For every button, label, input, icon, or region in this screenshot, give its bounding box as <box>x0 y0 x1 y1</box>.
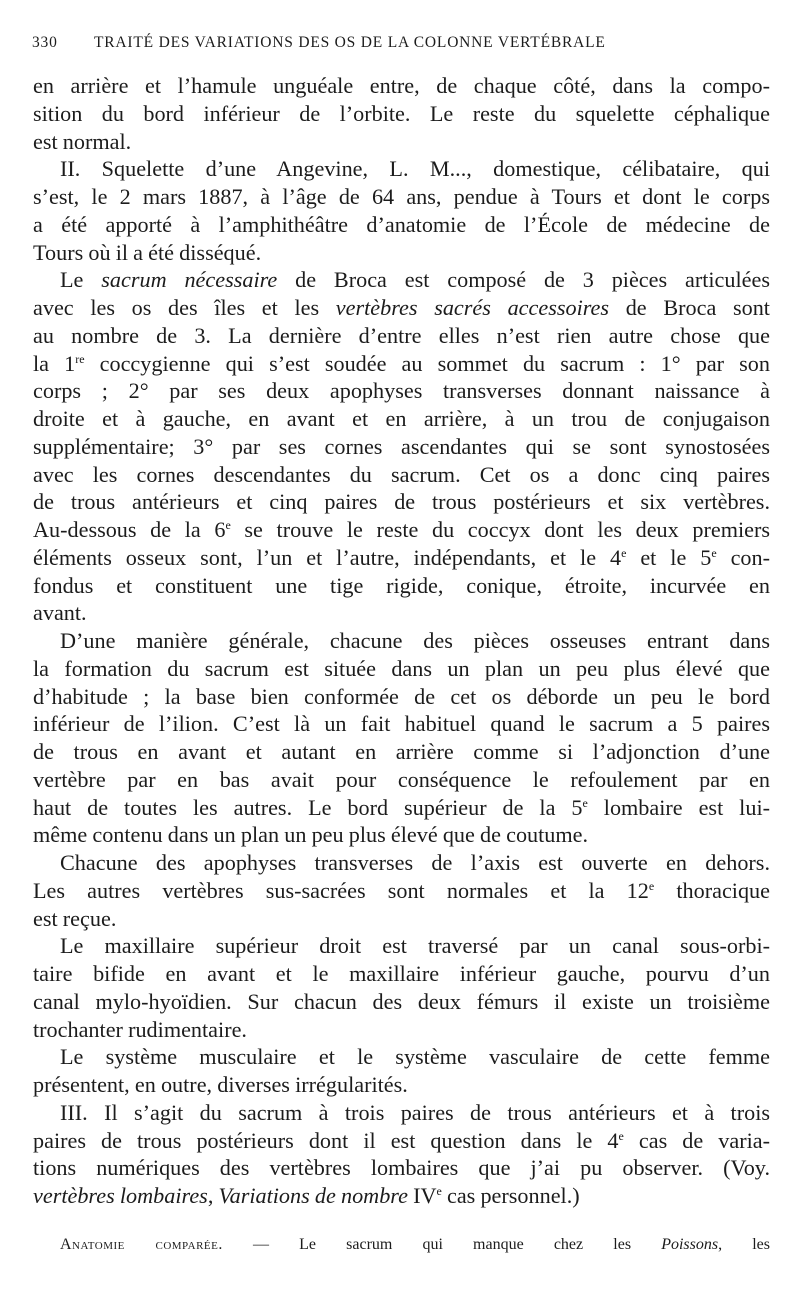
text-line: avant. <box>33 600 87 626</box>
superscript: e <box>648 878 655 893</box>
text-run: Au-dessous de la 6 <box>33 517 226 542</box>
text-line: avec les cornes descendantes du sacrum. Cet os a donc cinq paires <box>33 461 770 487</box>
text-line: taire bifide en avant et le maxillaire inférieur gauche, pourvu d’un <box>33 961 770 986</box>
italic-text: Poissons <box>661 1236 719 1253</box>
text-run: cas personnel.) <box>441 1183 580 1208</box>
text-line: tions numériques des vertèbres lombaires que j’ai pu observer. (Voy. <box>33 1155 770 1181</box>
text-line: est normal. <box>33 128 132 154</box>
text-run: éléments osseux sont, l’un et l’autre, indépendants, et le 4 <box>33 544 622 570</box>
text-run: la 1 <box>33 350 76 376</box>
text-line: présentent, en outre, diverses irrégularités. <box>33 1072 408 1097</box>
closing-line <box>33 1236 770 1254</box>
superscript: e <box>621 545 627 560</box>
text-line: d’habitude ; la base bien conformée de cet os déborde un peu le bord <box>33 683 770 709</box>
text-line <box>33 266 770 294</box>
text-line <box>33 350 770 378</box>
text-line: inférieur de l’ilion. C’est là un fait habituel quand le sacrum a 5 paires <box>33 711 770 737</box>
superscript: e <box>618 1128 624 1143</box>
text-line: la formation du sacrum est située dans un plan un peu plus élevé que <box>33 655 770 681</box>
superscript: re <box>75 351 85 366</box>
text-line <box>33 1236 770 1254</box>
text-line: est reçue. <box>33 905 117 931</box>
text-run: se trouve le reste du coccyx dont les deux premiers <box>230 517 770 542</box>
text-run: de Broca est composé de 3 pièces articulées <box>277 267 770 293</box>
text-line: corps ; 2° par ses deux apophyses transverses donnant naissance à <box>33 378 770 404</box>
text-line: s’est, le 2 mars 1887, à l’âge de 64 ans, pendue à Tours et dont le corps <box>33 184 770 209</box>
text-line: de trous en avant et autant en arrière comme si l’adjonction d’une <box>33 739 770 764</box>
text-run: thoracique <box>654 877 770 903</box>
italic-text: Variations de nombre <box>218 1183 408 1208</box>
text-line: II. Squelette d’une Angevine, L. M..., domestique, célibataire, qui <box>60 156 770 182</box>
page-number: 330 <box>32 34 58 51</box>
text-line <box>33 877 770 905</box>
section-heading: Anatomie comparée. <box>60 1236 223 1253</box>
text-run: cas de varia- <box>623 1127 770 1153</box>
text-line <box>33 1182 770 1210</box>
text-line: supplémentaire; 3° par ses cornes ascendantes qui se sont synostosées <box>33 433 770 459</box>
running-header <box>32 34 772 52</box>
text-run: , <box>207 1183 219 1208</box>
text-line <box>33 1127 770 1155</box>
text-line: Tours où il a été disséqué. <box>33 239 262 265</box>
text-run: — Le sacrum qui manque chez les <box>222 1236 662 1253</box>
text-line: même contenu dans un plan un peu plus élevé que de coutume. <box>33 822 589 848</box>
text-line: au nombre de 3. La dernière d’entre elles n’est rien autre chose que <box>33 322 770 348</box>
text-line: Le maxillaire supérieur droit est traversé par un canal sous-orbi- <box>60 933 770 959</box>
text-line: sition du bord inférieur de l’orbite. Le reste du squelette céphalique <box>33 100 770 126</box>
text-line <box>33 294 770 322</box>
text-line: trochanter rudimentaire. <box>33 1016 247 1042</box>
text-line: Chacune des apophyses transverses de l’axis est ouverte en dehors. <box>60 850 770 875</box>
text-line <box>33 544 770 572</box>
text-run: haut de toutes les autres. Le bord supérieur de la 5 <box>33 794 583 820</box>
text-line: III. Il s’agit du sacrum à trois paires de trous antérieurs et à trois <box>60 1099 770 1125</box>
italic-text: vertèbres sacrés accessoires <box>335 295 610 320</box>
text-run: Le <box>60 267 102 293</box>
text-line: canal mylo-hyoïdien. Sur chacun des deux fémurs il existe un troisième <box>33 988 770 1014</box>
text-line: D’une manière générale, chacune des pièces osseuses entrant dans <box>60 628 770 653</box>
text-run: coccygienne qui s’est soudée au sommet du sacrum : 1° par son <box>84 350 770 376</box>
superscript: e <box>711 545 717 560</box>
superscript: e <box>436 1184 442 1198</box>
running-title: TRAITÉ DES VARIATIONS DES OS DE LA COLONNE VERTÉBRALE <box>94 34 606 51</box>
text-line: de trous antérieurs et cinq paires de trous postérieurs et six vertèbres. <box>33 489 770 515</box>
superscript: e <box>582 795 588 810</box>
text-run: IV <box>407 1183 437 1208</box>
text-run: paires de trous postérieurs dont il est question dans le 4 <box>33 1127 619 1153</box>
text-line <box>33 794 770 822</box>
text-line: en arrière et l’hamule unguéale entre, de chaque côté, dans la compo- <box>33 73 770 98</box>
italic-text: sacrum nécessaire <box>101 267 278 293</box>
superscript: e <box>225 518 231 532</box>
text-run: con- <box>716 544 770 570</box>
text-line: a été apporté à l’amphithéâtre d’anatomie de l’École de médecine de <box>33 211 770 237</box>
text-line: vertèbre par en bas avait pour conséquence le refoulement par en <box>33 766 770 792</box>
text-run: Les autres vertèbres sus-sacrées sont normales et la 12 <box>33 877 649 903</box>
text-line <box>33 516 770 544</box>
text-run: , les <box>718 1236 770 1253</box>
body-text <box>33 72 770 1210</box>
text-line: Le système musculaire et le système vasculaire de cette femme <box>60 1044 770 1070</box>
italic-text: vertèbres lombaires <box>33 1183 208 1208</box>
text-run: lombaire est lui- <box>587 794 770 820</box>
text-run: et le 5 <box>626 544 712 570</box>
text-run: avec les os des îles et les <box>33 295 336 320</box>
text-line: fondus et constituent une tige rigide, conique, étroite, incurvée en <box>33 572 770 598</box>
text-run: de Broca sont <box>609 295 770 320</box>
text-line: droite et à gauche, en avant et en arrière, à un trou de conjugaison <box>33 406 770 431</box>
